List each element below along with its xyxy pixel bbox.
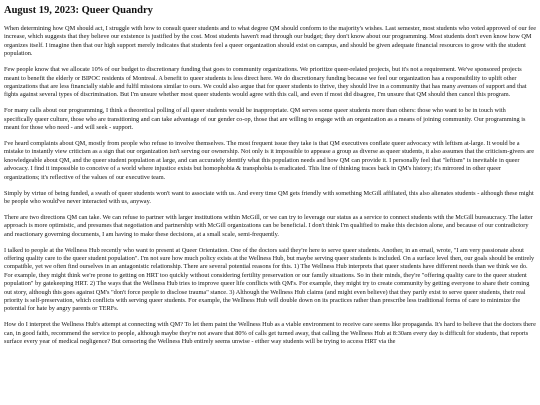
post-title: August 19, 2023: Queer Quandry bbox=[4, 5, 153, 16]
post-body bbox=[4, 25, 536, 347]
body-paragraph: I've heard complaints about QM, mostly from people who refuse to involve themselves. The most frequent issue they take is that QM executives conflate queer advocacy with leftism at-large. It would be a mistake to instantly view criticism as a sign that our organization isn't serving our ownership. Not only is it impossible to appease a group as diverse as queer students, it also assumes that the criticism-givers are knowledgeable about QM, and the queer student population at large, and can accurately identify what this population needs and how QM can provide it. I personally feel that "leftism" is inevitable in queer advocacy. I find it impossible to conceive of a world where injustice exists but homophobia & transphobia is eradicated. This line of thinking traces back in QM's history; it's mirrored in other queer organizations; it's reflective of the values of our executive team. bbox=[4, 139, 535, 181]
body-paragraph: Few people know that we allocate 10% of our budget to discretionary funding that goes to community organizations. We prioritize queer-related projects, but it's not a requirement. We've sponsored projects meant to benefit the elderly or BIPOC residents of Montreal. A benefit to queer students is less direct here. We do discretionary funding because we feel our organization has a responsibility to uplift other organizations that are less financially stable and fulfil missions similar to ours. We could also argue that for queer students to thrive, they should live in a community that has many avenues of support and that fights against several types of discrimination. But I'm unsure whether most queer students would agree with this call, and even if most did disagree, I'm unsure that QM should then cancel this program. bbox=[4, 66, 527, 99]
body-paragraph: How do I interpret the Wellness Hub's attempt at connecting with QM? To let them paint the Wellness Hub as a viable environment to receive care seems like propaganda. It's hard to believe that the doctors there can, in good faith, recommend the service to people, although maybe they're not aware that 80% of calls get turned away, that calling the Wellness Hub at 8:30am every day is difficult for students, that reports surface every year of medical negligence? But censoring the Wellness Hub entirely seems unwise - either way students will be trying to access HRT via the bbox=[4, 321, 536, 346]
body-paragraph: I talked to people at the Wellness Hub recently who want to present at Queer Orientation. One of the doctors said they're here to serve queer students. Another, in an email, wrote, "I am very passionate about offering quality care to the queer student population". I'm not sure how much policy exists at the Wellness Hub, but maybe serving queer students is included. On a surface level then, our goals should be entirely compatible, yet we often find ourselves in an antagonistic relationship. There are several potential reasons for this. 1) The Wellness Hub interprets that queer students have different needs than we think we do. For example, they might think we're prone to getting on HRT too quickly without considering fertility preservation or our family situations. So in their minds, they're "offering quality care to the queer student population" by gatekeeping HRT. 2) The ways that the Wellness Hub tries to improve queer life conflicts with QM's. For example, they might try to create community by getting everyone to share their coming out story, although this goes against QM's "don't force people to disclose trauma" stance. 3) Although the Wellness Hub claims (and might even believe) that they partly exist to serve queer students, their real priority is self-preservation, which conflicts with serving queer students. For example, the Wellness Hub will double down on its practices rather than prescribe less traditional forms of care to minimize the potential for hate by angry parents or TERFs. bbox=[4, 246, 535, 313]
body-paragraph: When determining how QM should act, I struggle with how to consult queer students and to what degree QM should conform to the majority's wishes. Last semester, most students who voted approved of our fee increase, which suggests that they believe our existence is justified by the cost. Most students haven't read through our budget; they don't know about our programming. Most students don't even know how QM organizes itself. I imagine then that our high support merely indicates that students feel a queer organization should exist on campus, and should be given adequate financial resources to grow with the student population. bbox=[4, 25, 536, 58]
body-paragraph: There are two directions QM can take. We can refuse to partner with larger institutions within McGill, or we can try to leverage our status as a service to connect students with the McGill bureaucracy. The latter approach is more optimistic, and presumes that negotiation and partnership with McGill organizations can be beneficial. I don't think I'm qualified to make this decision alone, and because of our contradictory and reactionary governing documents, I am having to make these decisions, at a small scale, semi-frequently. bbox=[4, 213, 533, 238]
body-paragraph: For many calls about our programming, I think a theoretical polling of all queer students would be inappropriate. QM serves some queer students more than others: those who want to be in touch with specifically queer culture, those who are transitioning and can take advantage of our gender co-op, those that are willing to engage with an organization as a means of joining community. Our programming is meant for those who need - and will seek - support. bbox=[4, 107, 526, 132]
body-paragraph: Simply by virtue of being funded, a swath of queer students won't want to associate with us. And every time QM gets friendly with something McGill affiliated, this also alienates students - although these might be people who would've never interacted with us, anyway. bbox=[4, 189, 534, 205]
